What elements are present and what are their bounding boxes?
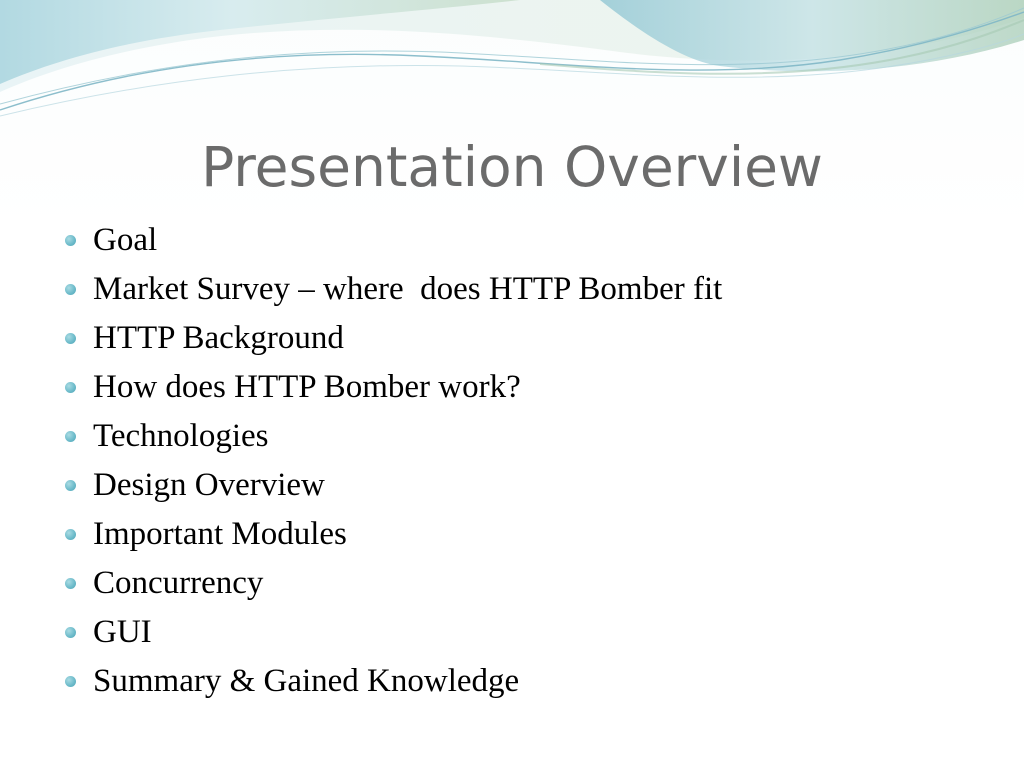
bullet-text: Important Modules — [93, 516, 347, 552]
bullet-item-gui — [64, 608, 1004, 657]
bullet-item-concurrency — [64, 559, 1004, 608]
bullet-list — [64, 216, 1004, 706]
bullet-dot-icon — [65, 431, 76, 442]
bullet-text: Design Overview — [93, 467, 325, 503]
bullet-text: HTTP Background — [93, 320, 344, 356]
bullet-item-market-survey — [64, 265, 1004, 314]
bullet-dot-icon — [65, 627, 76, 638]
bullet-item-technologies — [64, 412, 1004, 461]
bullet-dot-icon — [65, 578, 76, 589]
bullet-text: How does HTTP Bomber work? — [93, 369, 521, 405]
bullet-text: Concurrency — [93, 565, 264, 601]
bullet-text: Goal — [93, 222, 158, 258]
bullet-dot-icon — [65, 235, 76, 246]
wave-decoration — [0, 0, 1024, 130]
bullet-text: Summary & Gained Knowledge — [93, 663, 520, 699]
bullet-text: GUI — [93, 614, 152, 650]
bullet-item-goal — [64, 216, 1004, 265]
bullet-text: Technologies — [93, 418, 269, 454]
bullet-dot-icon — [65, 480, 76, 491]
bullet-dot-icon — [65, 333, 76, 344]
bullet-item-design-overview — [64, 461, 1004, 510]
bullet-dot-icon — [65, 529, 76, 540]
bullet-item-summary — [64, 657, 1004, 706]
bullet-item-http-background — [64, 314, 1004, 363]
slide-title: Presentation Overview — [201, 135, 823, 199]
bullet-dot-icon — [65, 284, 76, 295]
bullet-dot-icon — [65, 382, 76, 393]
bullet-text: Market Survey – where does HTTP Bomber fit — [93, 271, 723, 307]
bullet-item-important-modules — [64, 510, 1004, 559]
bullet-item-how-it-works — [64, 363, 1004, 412]
bullet-dot-icon — [65, 676, 76, 687]
